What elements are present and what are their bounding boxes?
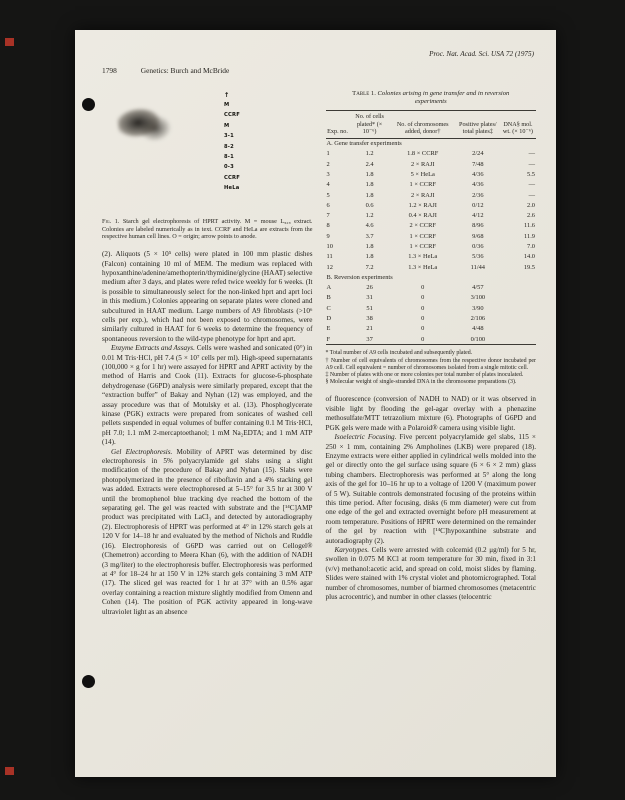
gel-lane-label: CCRF (224, 174, 240, 181)
cell-exp-no: 7 (326, 212, 330, 220)
cell-dna-mol-wt: — (528, 150, 535, 158)
table-row (326, 149, 537, 159)
cell-chromosomes-added: 1 × CCRF (409, 242, 436, 250)
cell-positive-plates: 2/106 (470, 315, 486, 323)
cell-dna-mol-wt: 11.9 (524, 232, 535, 240)
registration-mark-bottom (5, 767, 14, 775)
column-header-chromosomes-added: No. of chromosomes added, donor† (390, 111, 456, 138)
cell-cells-plated: 0.6 (365, 201, 374, 209)
cell-positive-plates: 3/90 (472, 304, 484, 312)
journal-reference: Proc. Nat. Acad. Sci. USA 72 (1975) (429, 50, 534, 58)
cell-cells-plated: 1.2 (365, 150, 374, 158)
cell-chromosomes-added: 1.3 × HeLa (408, 253, 438, 261)
table-row (326, 334, 537, 345)
gel-lane-label: M (224, 102, 230, 108)
table-footnote: † Number of cell equivalents of chromosomes from the respective donor incubated per A9 cell. Cell equivalent = number of chromosomes isolated from a single mitotic cell. (325, 357, 536, 371)
cell-cells-plated: 1.8 (365, 253, 374, 261)
cell-dna-mol-wt (500, 283, 536, 293)
cell-exp-no: 11 (326, 253, 333, 261)
cell-exp-no: F (326, 335, 331, 343)
cell-exp-no: 2 (326, 160, 330, 168)
paragraph-karyotypes (326, 546, 537, 602)
table-row (326, 252, 537, 262)
table-row (326, 221, 537, 231)
cell-chromosomes-added: 0 (421, 294, 425, 302)
cell-positive-plates: 4/57 (472, 284, 484, 292)
cell-chromosomes-added: 1 × CCRF (409, 232, 436, 240)
cell-exp-no: D (326, 315, 332, 323)
cell-dna-mol-wt: 11.6 (524, 222, 535, 230)
cell-positive-plates: 5/36 (472, 253, 484, 261)
cell-chromosomes-added: 0 (421, 325, 425, 333)
paragraph-text: (2). Aliquots (5 × 10⁵ cells) were plated in 100 mm plastic dishes (Falcon) containing 10 ml of MEM. The medium was replaced with hypoxanthine/adenine/amethopterin/thymidine/glycine (HAAT) selective medium after 3 days, and plates were refed twice weekly for 6 weeks. (It is possible to simultaneously select for the non-linked hprt and aprt loci in this medium.) Colonies appearing on separate plates were cloned and subcultured in HAAT medium. Large numbers of A9 fibroblasts (>10⁶ cells per exp.), which had not been exposed to chromosomes, were similarly cultured in HAAT for 6 weeks to determine the frequency of spontaneous reversion to the wild-type phenotype for hprt and aprt. (102, 250, 313, 343)
table-row (326, 169, 537, 179)
cell-positive-plates: 11/44 (470, 263, 485, 271)
gel-lane-label: 0-3 (224, 164, 234, 171)
table-row (326, 241, 537, 251)
table-row (326, 314, 537, 324)
cell-chromosomes-added: 0.4 × RAJI (408, 212, 437, 220)
gel-lane-label: 8-1 (224, 154, 234, 161)
table-row (326, 262, 537, 272)
cell-exp-no: B (326, 294, 331, 302)
cell-chromosomes-added: 0 (421, 304, 425, 312)
cell-cells-plated: 26 (366, 284, 373, 292)
cell-exp-no: 6 (326, 201, 330, 209)
paragraph-text: Cells were washed and sonicated (0°) in 0.01 M Tris·HCl, pH 7.4 (5 × 10⁷ cells per ml). High-speed supernatants (100,000 × g for 1 hr) were assayed for HPRT and APRT activity by the method of Harris and Cook (11). Extracts for glucose-6-phosphate dehydrogenase (G6PD) analysis were similarly prepared, except that the “extraction buffer” of Bakay and Nyhan (12) was employed, and the assay procedure was that of Motulsky et al. (13). Phosphoglycerate kinase (PGK) extracts were prepared from sonicates of washed cell pellets suspended in equal volumes of buffer containing 0.1 M Tris·HCl, pH 7.0; 1.1 mM 2-mercaptoethanol; 1 mM Na₂EDTA; and 1 mM ATP (14). (102, 344, 313, 447)
table-1 (326, 110, 537, 345)
cell-cells-plated: 38 (366, 315, 373, 323)
cell-chromosomes-added: 1.3 × HeLa (408, 263, 438, 271)
cell-chromosomes-added: 2 × RAJI (410, 160, 435, 168)
cell-chromosomes-added: 0 (421, 335, 425, 343)
cell-cells-plated: 21 (366, 325, 373, 333)
cell-exp-no: 3 (326, 170, 330, 178)
cell-positive-plates: 3/100 (470, 294, 486, 302)
cell-positive-plates: 0/36 (472, 242, 484, 250)
cell-dna-mol-wt: 19.5 (523, 263, 535, 271)
table-row (326, 190, 537, 200)
table-row (326, 303, 537, 313)
gel-lane-label: M (224, 122, 230, 129)
cell-exp-no: 10 (326, 242, 333, 250)
table-footnote: ‡ Number of plates with one or more colonies per total number of plates inoculated. (325, 372, 524, 379)
two-column-body (102, 90, 536, 617)
cell-exp-no: C (326, 304, 331, 312)
column-header-positive-plates: Positive plates/ total plates‡ (456, 111, 500, 138)
table-section-b-label: B. Reversion experiments (326, 273, 393, 281)
cell-chromosomes-added: 1 × CCRF (409, 181, 436, 189)
cell-dna-mol-wt: — (528, 191, 535, 199)
cell-cells-plated: 1.2 (365, 212, 374, 220)
gel-lane-label: CCRF (224, 112, 240, 119)
paragraph-continuation (102, 250, 313, 344)
column-header-dna-mol-wt: DNA§ mol. wt. (× 10⁻⁶) (500, 111, 536, 138)
cell-positive-plates: 0/12 (472, 201, 484, 209)
cell-cells-plated: 51 (366, 304, 373, 312)
registration-mark-top (5, 38, 14, 46)
cell-dna-mol-wt (500, 314, 536, 324)
table-section-a-rows (326, 149, 537, 273)
gel-lane-label: 8-2 (224, 143, 234, 150)
cell-exp-no: 4 (326, 181, 330, 189)
left-column (102, 90, 313, 617)
hole-punch-bottom (82, 675, 95, 688)
table-footnotes (326, 350, 537, 386)
cell-cells-plated: 1.8 (365, 191, 374, 199)
table-row (326, 231, 537, 241)
cell-dna-mol-wt (500, 324, 536, 334)
running-head (102, 66, 536, 75)
cell-exp-no: A (326, 284, 332, 292)
table-row (326, 293, 537, 303)
hole-punch-top (82, 98, 95, 111)
cell-dna-mol-wt: 7.0 (527, 242, 535, 250)
cell-dna-mol-wt: 14.0 (523, 253, 535, 261)
cell-cells-plated: 1.8 (365, 170, 374, 178)
table-row (326, 211, 537, 221)
table-caption: Colonies arising in gene transfer and in reversion experiments (377, 90, 510, 106)
table-footnote: § Molecular weight of single-stranded DNA in the chromosome preparations (3). (325, 379, 517, 386)
cell-positive-plates: 4/12 (472, 212, 484, 220)
paragraph-gel-electrophoresis (102, 448, 313, 617)
cell-dna-mol-wt: 5.5 (527, 170, 535, 178)
table-number-label: Table 1. (352, 90, 378, 97)
cell-dna-mol-wt: — (528, 160, 535, 168)
figure-caption (102, 218, 313, 241)
table-1-block (326, 90, 537, 386)
paragraph-lead: Karyotypes. (334, 545, 372, 554)
cell-positive-plates: 7/48 (472, 160, 484, 168)
cell-cells-plated: 4.6 (365, 222, 374, 230)
cell-cells-plated: 2.4 (365, 160, 374, 168)
cell-chromosomes-added: 1.2 × RAJI (408, 201, 437, 209)
cell-cells-plated: 31 (366, 294, 373, 302)
cell-positive-plates: 4/36 (472, 170, 484, 178)
cell-cells-plated: 1.8 (365, 242, 374, 250)
gel-photo-smudge (116, 103, 174, 147)
cell-chromosomes-added: 0 (421, 284, 425, 292)
paragraph-enzyme-extracts (102, 344, 313, 447)
table-row (326, 324, 537, 334)
cell-dna-mol-wt: — (528, 181, 535, 189)
figure-caption-label: Fig. 1. (102, 218, 123, 225)
cell-exp-no: 1 (326, 150, 330, 158)
cell-chromosomes-added: 0 (421, 315, 425, 323)
cell-positive-plates: 4/36 (472, 181, 484, 189)
paragraph-lead: Gel Electrophoresis. (111, 447, 177, 456)
column-header-cells-plated: No. of cells plated* (× 10⁻⁶) (350, 111, 390, 138)
paragraph-fluorescence-continuation (326, 395, 537, 433)
paper-page (75, 30, 556, 777)
cell-cells-plated: 1.8 (365, 181, 374, 189)
cell-positive-plates: 2/24 (472, 150, 484, 158)
cell-chromosomes-added: 1.8 × CCRF (407, 150, 439, 158)
paragraph-text: of fluorescence (conversion of NADH to NAD) or it was observed in visible light by flooding the gel-agar overlay with a phenazine methosulfate/MTT tetrazolium mixture (6). Photographs of G6PD and PGK gels were made with a Polaroid® camera using visible light. (325, 395, 536, 432)
cell-exp-no: 8 (326, 222, 330, 230)
cell-exp-no: 9 (326, 232, 330, 240)
table-row (326, 159, 537, 169)
cell-dna-mol-wt: 2.0 (527, 201, 535, 209)
paragraph-text: Cells were arrested with colcemid (0.2 μg/ml) for 5 hr, swollen in 0.075 M KCl at room temperature for 30 min, fixed in 3:1 (v/v) methanol:acetic acid, and spread on cold, moist slides by flaming. Slides were stained with 1% crystal violet and photomicrographed. Total number of chromosomes, number of biarmed chromosomes (metacentric plus acrocentric), and number in other classes (telocentric (325, 545, 536, 601)
table-section-a-label: A. Gene transfer experiments (326, 140, 402, 148)
cell-positive-plates: 4/48 (472, 325, 484, 333)
cell-cells-plated: 7.2 (365, 263, 374, 271)
paragraph-lead: Isoelectric Focusing. (334, 433, 400, 442)
cell-chromosomes-added: 5 × HeLa (410, 170, 435, 178)
column-header-exp-no: Exp. no. (326, 111, 350, 138)
page-number: 1798 (102, 66, 117, 75)
paragraph-text: Mobility of APRT was determined by disc electrophoresis in 5% polyacrylamide gel slabs using a slight modification of the procedure of Bakay and Nyhan (15). Slabs were photopolymerized in the presence of riboflavin and a 4% stacking gel was added. Extracts were electrophoresed at 5–15° for 3.5 hr at 300 V until the bromophenol blue tracking dye reached the bottom of the separating gel. The gel was reacted with substrate and the [¹⁴C]AMP product was precipitated with LaCl₃ and detected by autoradiography (2). Electrophoresis of HPRT was performed at 4° in 12% starch gels at 120 V for 14–18 hr and evaluated by the method of Nichols and Ruddle (16). Electrophoresis of G6PD was carried out on Cellogel® (Chemetron) according to Meera Khan (6), with the addition of NADH (3 mg/liter) to the electrophoresis buffer. Electrophoresis was performed at 4° for 18–24 hr at 150 V in 12% starch gels containing 3 mM ATP (17). The sliced gel was reacted for 1 hr at 37° with an 0.5% agar overlay containing a reaction mixture slightly modified from Omenn and Cohen (14). The position of PGK activity appeared in long-wave ultraviolet light as an absence (102, 447, 313, 616)
right-column (326, 90, 537, 617)
figure-1 (102, 90, 313, 218)
table-title (336, 90, 527, 106)
cell-chromosomes-added: 2 × RAJI (410, 191, 435, 199)
cell-positive-plates: 8/96 (472, 222, 484, 230)
cell-positive-plates: 2/36 (472, 191, 484, 199)
table-header (326, 111, 537, 138)
cell-exp-no: 12 (326, 263, 333, 271)
gel-lane-label: 3-1 (224, 133, 234, 140)
cell-dna-mol-wt (500, 293, 536, 303)
anode-arrow-icon: ↑ (224, 91, 230, 99)
table-row (326, 180, 537, 190)
cell-dna-mol-wt (500, 303, 536, 313)
table-row (326, 283, 537, 293)
gel-lane-label: HeLa (224, 185, 240, 192)
cell-positive-plates: 0/100 (470, 335, 486, 343)
cell-exp-no: E (326, 325, 331, 333)
cell-dna-mol-wt: 2.6 (527, 212, 535, 220)
cell-chromosomes-added: 2 × CCRF (409, 222, 436, 230)
table-section-b-rows (326, 283, 537, 345)
table-footnote: * Total number of A9 cells incubated and subsequently plated. (325, 350, 473, 357)
running-title: Genetics: Burch and McBride (140, 66, 230, 75)
paragraph-lead: Enzyme Extracts and Assays. (111, 344, 197, 353)
table-row (326, 200, 537, 210)
paragraph-isoelectric-focusing (326, 433, 537, 546)
paragraph-text: Five percent polyacrylamide gel slabs, 115 × 250 × 1 mm, containing 2% Ampholines (LKB) were prepared (18). Enzyme extracts were either applied in cylindrical wells molded into the gel or directly onto the gel surface using square (6 × 6 × 2 mm) glass tubing chambers. Electrophoresis was performed at 5° along the long axis of the gel for 10–16 hr up to a voltage of 1200 V (maximum power of 5 W). Suitable controls demonstrated focusing of the proteins within this time period. After focusing, disks (6 mm diameter) were cut from one edge of the gel and extracted overnight before pH measurement at room temperature. Positions of HPRT were determined on the remainder of the gel by reaction with [¹⁴C]hypoxanthine substrate and autoradiography (2). (325, 433, 536, 545)
cell-dna-mol-wt (500, 334, 536, 345)
cell-cells-plated: 37 (366, 335, 373, 343)
cell-positive-plates: 9/68 (472, 232, 484, 240)
figure-caption-text: Starch gel electrophoresis of HPRT activity. M = mouse L₉₂₉ extract. Colonies are labeled numerically as in text. CCRF and HeLa are extracts from the respective human cell lines. O = origin; arrow points to anode. (102, 218, 313, 241)
cell-exp-no: 5 (326, 191, 330, 199)
cell-cells-plated: 3.7 (365, 232, 374, 240)
gel-lane-labels (224, 90, 240, 194)
page-content (75, 30, 556, 617)
